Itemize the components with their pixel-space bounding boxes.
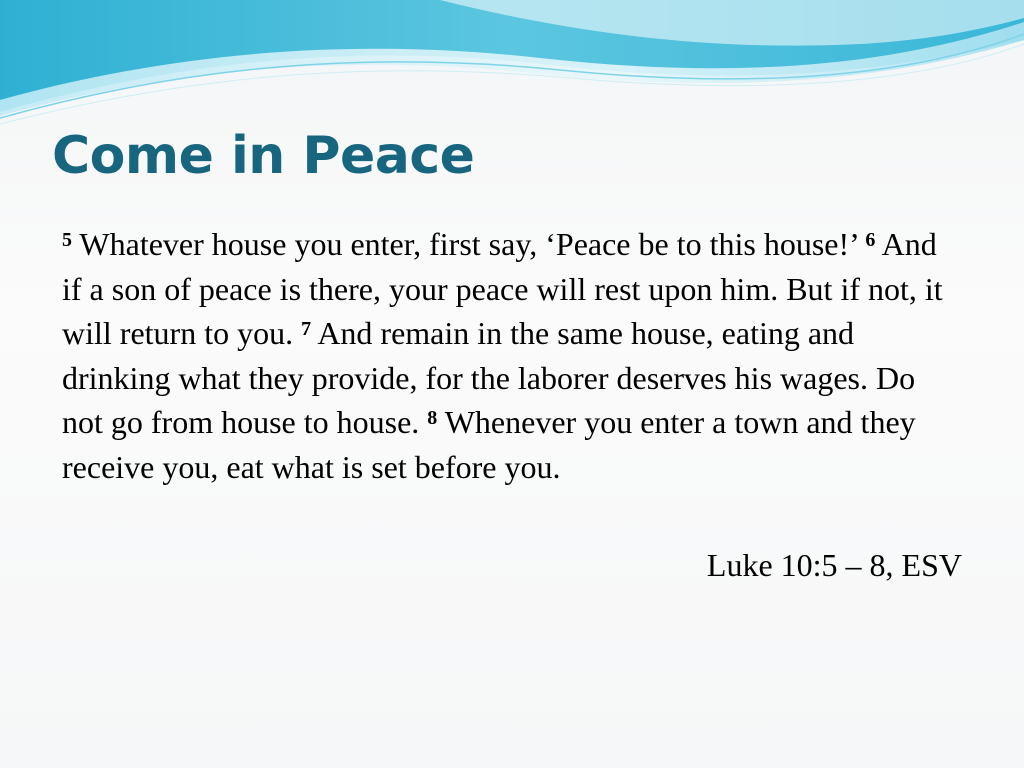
wave-banner-decoration bbox=[0, 0, 1024, 130]
scripture-citation: Luke 10:5 – 8, ESV bbox=[706, 547, 962, 583]
verse-number: 5 bbox=[62, 229, 72, 251]
verse-number: 6 bbox=[865, 229, 876, 251]
verse-text: Whatever house you enter, first say, ‘Peace be to this house!’ bbox=[79, 226, 866, 262]
verse-number: 8 bbox=[427, 407, 438, 429]
verse-text: Whenever you enter a town and they receive you, eat what is set before you. bbox=[62, 404, 916, 485]
verse-text: And if a son of peace is there, your peace will rest upon him. But if not, it will return to you. bbox=[62, 226, 943, 351]
verse-text: And remain in the same house, eating and drinking what they provide, for the laborer deserves his wages. Do not go from house to house. bbox=[62, 315, 916, 440]
verse-number: 7 bbox=[301, 318, 312, 340]
scripture-passage bbox=[62, 222, 962, 489]
slide-title: Come in Peace bbox=[52, 126, 475, 186]
